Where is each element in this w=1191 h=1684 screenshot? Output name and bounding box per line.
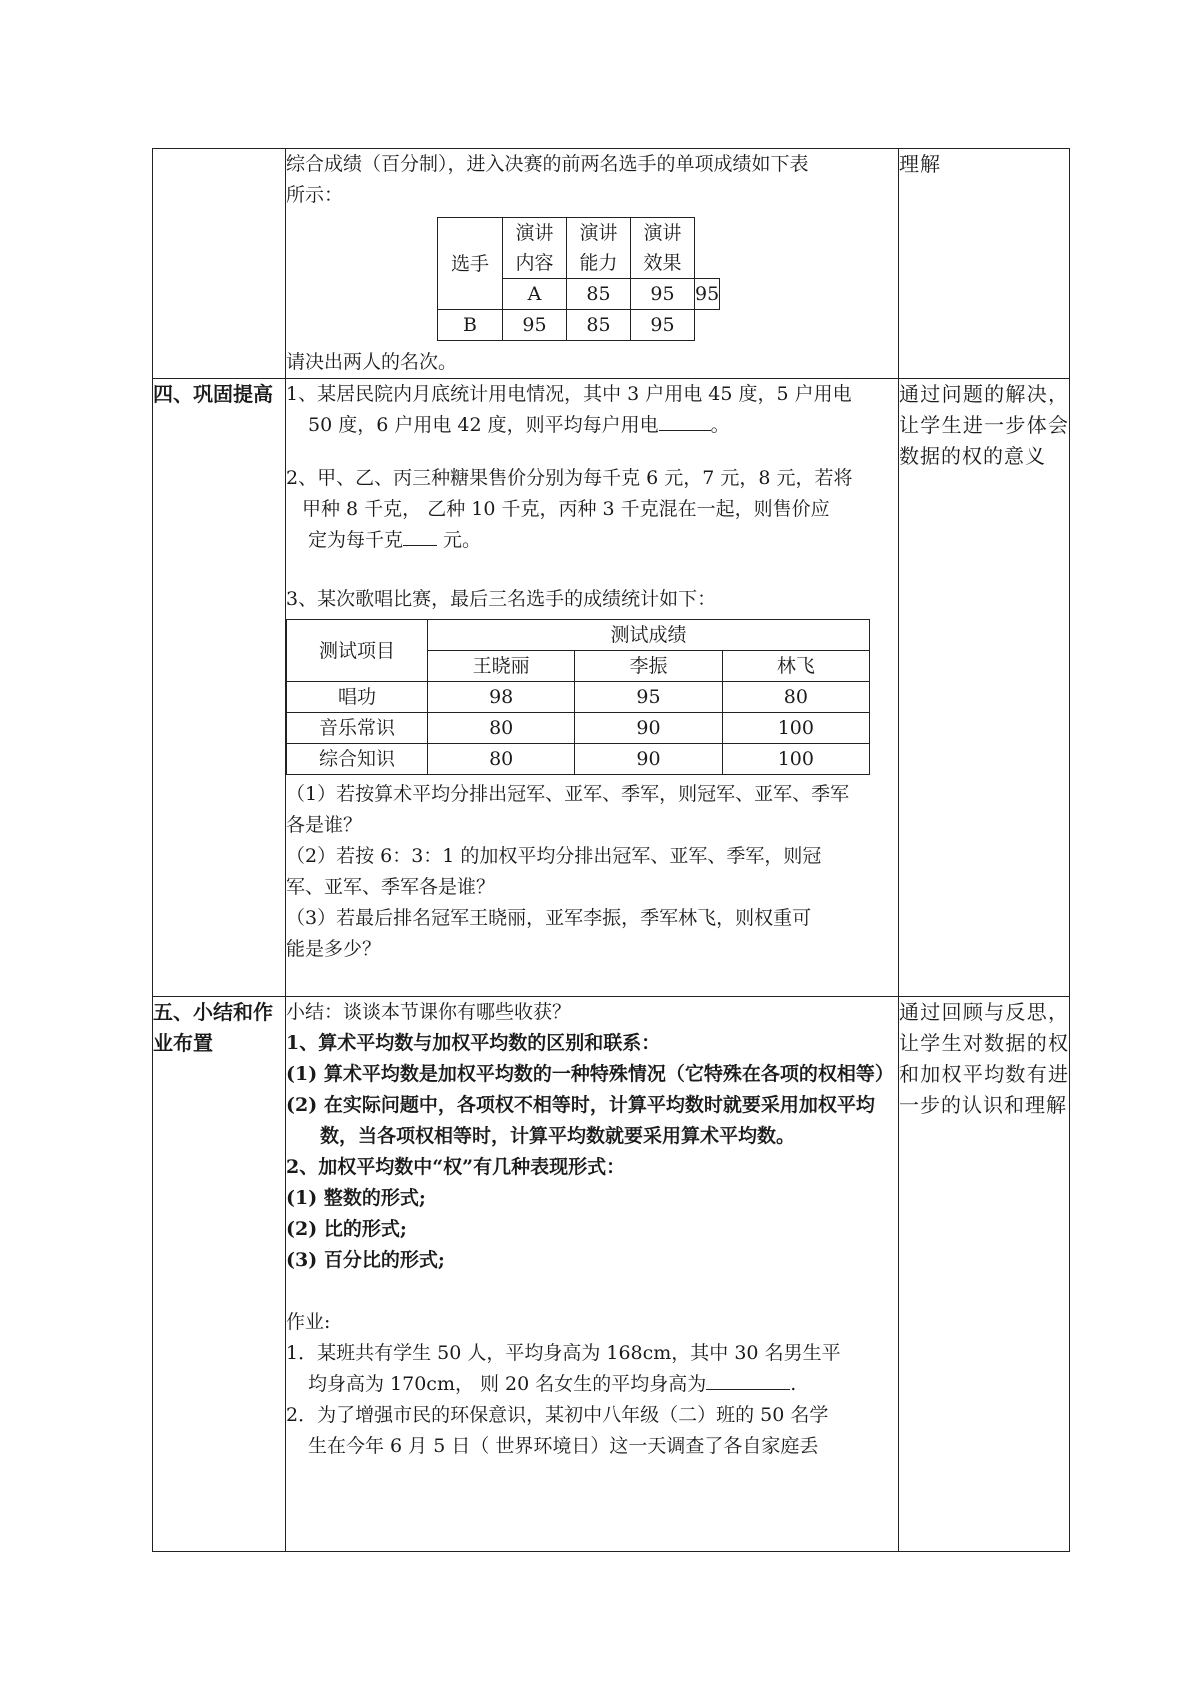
answer-blank bbox=[659, 410, 711, 431]
summary-point-heading: 1、算术平均数与加权平均数的区别和联系： bbox=[286, 1032, 661, 1054]
row-consolidate bbox=[153, 379, 1070, 997]
sub-question-line: （3）若最后排名冠军王晓丽，亚军李振，季军林飞，则权重可 bbox=[286, 907, 812, 929]
homework-line: 2．为了增强市民的环保意识，某初中八年级（二）班的 50 名学 bbox=[286, 1404, 829, 1426]
item-name: 综合知识 bbox=[287, 744, 428, 775]
header-speech-content: 演讲 内容 bbox=[503, 218, 567, 279]
table-row bbox=[438, 310, 720, 341]
summary-point: (2) 比的形式; bbox=[286, 1218, 407, 1240]
table-row bbox=[287, 713, 870, 744]
section-title-summary: 五、小结和作业布置 bbox=[153, 997, 286, 1552]
score-cell: 95 bbox=[695, 279, 720, 310]
summary-point-heading: 2、加权平均数中“权”有几种表现形式： bbox=[286, 1156, 626, 1178]
intro-question: 请决出两人的名次。 bbox=[286, 351, 458, 373]
question-2-line: 甲种 8 千克， 乙种 10 千克，丙种 3 千克混在一起，则售价应 bbox=[302, 498, 830, 520]
score-cell: 100 bbox=[722, 713, 869, 744]
score-cell: 80 bbox=[428, 744, 575, 775]
player-name: A bbox=[503, 279, 567, 310]
score-cell: 80 bbox=[428, 713, 575, 744]
player-name: B bbox=[438, 310, 503, 341]
score-cell: 98 bbox=[428, 682, 575, 713]
sub-question-line: （1）若按算术平均分排出冠军、亚军、季军，则冠军、亚军、季军 bbox=[286, 783, 850, 805]
summary-point: (3) 百分比的形式; bbox=[286, 1249, 445, 1271]
speech-score-table bbox=[437, 217, 720, 341]
score-cell: 80 bbox=[722, 682, 869, 713]
row-summary bbox=[153, 997, 1070, 1552]
score-cell: 90 bbox=[575, 713, 722, 744]
table-row bbox=[287, 682, 870, 713]
intro-line: 所示： bbox=[286, 184, 344, 206]
section-cell-empty bbox=[153, 149, 286, 379]
summary-content bbox=[286, 997, 899, 1552]
score-cell: 85 bbox=[567, 279, 631, 310]
question-1-line: 50 度，6 户用电 42 度，则平均每户用电 。 bbox=[286, 410, 898, 441]
header-player: 选手 bbox=[438, 218, 503, 310]
answer-blank bbox=[706, 1369, 790, 1390]
score-cell: 100 bbox=[722, 744, 869, 775]
header-speech-ability: 演讲 能力 bbox=[567, 218, 631, 279]
header-contestant: 王晓丽 bbox=[428, 651, 575, 682]
consolidate-content bbox=[286, 379, 899, 997]
header-contestant: 林飞 bbox=[722, 651, 869, 682]
score-cell: 90 bbox=[575, 744, 722, 775]
lesson-plan-table bbox=[152, 148, 1070, 1552]
intro-line: 综合成绩（百分制），进入决赛的前两名选手的单项成绩如下表 bbox=[286, 153, 809, 175]
homework-line: 生在今年 6 月 5 日（ 世界环境日）这一天调查了各自家庭丢 bbox=[308, 1435, 819, 1457]
score-cell: 95 bbox=[631, 279, 695, 310]
header-test-score: 测试成绩 bbox=[428, 620, 870, 651]
homework-line: 均身高为 170cm， 则 20 名女生的平均身高为 . bbox=[286, 1369, 898, 1400]
question-1-line: 1、某居民院内月底统计用电情况，其中 3 户用电 45 度，5 户用电 bbox=[286, 383, 852, 405]
consolidate-purpose: 通过问题的解决，让学生进一步体会数据的权的意义 bbox=[899, 379, 1070, 997]
item-name: 唱功 bbox=[287, 682, 428, 713]
summary-prompt: 小结：谈谈本节课你有哪些收获？ bbox=[286, 1001, 572, 1023]
sub-question-line: （2）若按 6：3：1 的加权平均分排出冠军、亚军、季军，则冠 bbox=[286, 845, 822, 867]
score-cell: 95 bbox=[631, 310, 695, 341]
item-name: 音乐常识 bbox=[287, 713, 428, 744]
summary-point: (1) 整数的形式; bbox=[286, 1187, 426, 1209]
score-cell: 95 bbox=[575, 682, 722, 713]
section-title-consolidate: 四、巩固提高 bbox=[153, 379, 286, 997]
header-contestant: 李振 bbox=[575, 651, 722, 682]
homework-heading: 作业: bbox=[286, 1311, 331, 1333]
sub-question-line: 能是多少？ bbox=[286, 938, 382, 960]
header-test-item: 测试项目 bbox=[287, 620, 428, 682]
score-cell: 95 bbox=[503, 310, 567, 341]
answer-blank bbox=[403, 525, 437, 546]
singing-score-table bbox=[286, 619, 870, 775]
row-intro bbox=[153, 149, 1070, 379]
header-speech-effect: 演讲 效果 bbox=[631, 218, 695, 279]
homework-line: 1．某班共有学生 50 人，平均身高为 168cm，其中 30 名男生平 bbox=[286, 1342, 841, 1364]
sub-question-line: 军、亚军、季军各是谁？ bbox=[286, 876, 496, 898]
question-2-line: 定为每千克 元。 bbox=[286, 525, 898, 556]
intro-content bbox=[286, 149, 899, 379]
summary-point: (1) 算术平均数是加权平均数的一种特殊情况（它特殊在各项的权相等） bbox=[286, 1063, 894, 1085]
question-3-intro: 3、某次歌唱比赛，最后三名选手的成绩统计如下： bbox=[286, 588, 717, 610]
summary-purpose: 通过回顾与反思，让学生对数据的权和加权平均数有进一步的认识和理解 bbox=[899, 997, 1070, 1552]
score-cell: 85 bbox=[567, 310, 631, 341]
sub-question-line: 各是谁？ bbox=[286, 814, 363, 836]
question-2-line: 2、甲、乙、丙三种糖果售价分别为每千克 6 元，7 元，8 元，若将 bbox=[286, 467, 853, 489]
intro-purpose: 理解 bbox=[899, 149, 1070, 379]
table-row bbox=[287, 744, 870, 775]
summary-point: (2) 在实际问题中，各项权不相等时，计算平均数时就要采用加权平均数，当各项权相等时，计算平均数就要采用算术平均数。 bbox=[286, 1094, 875, 1147]
